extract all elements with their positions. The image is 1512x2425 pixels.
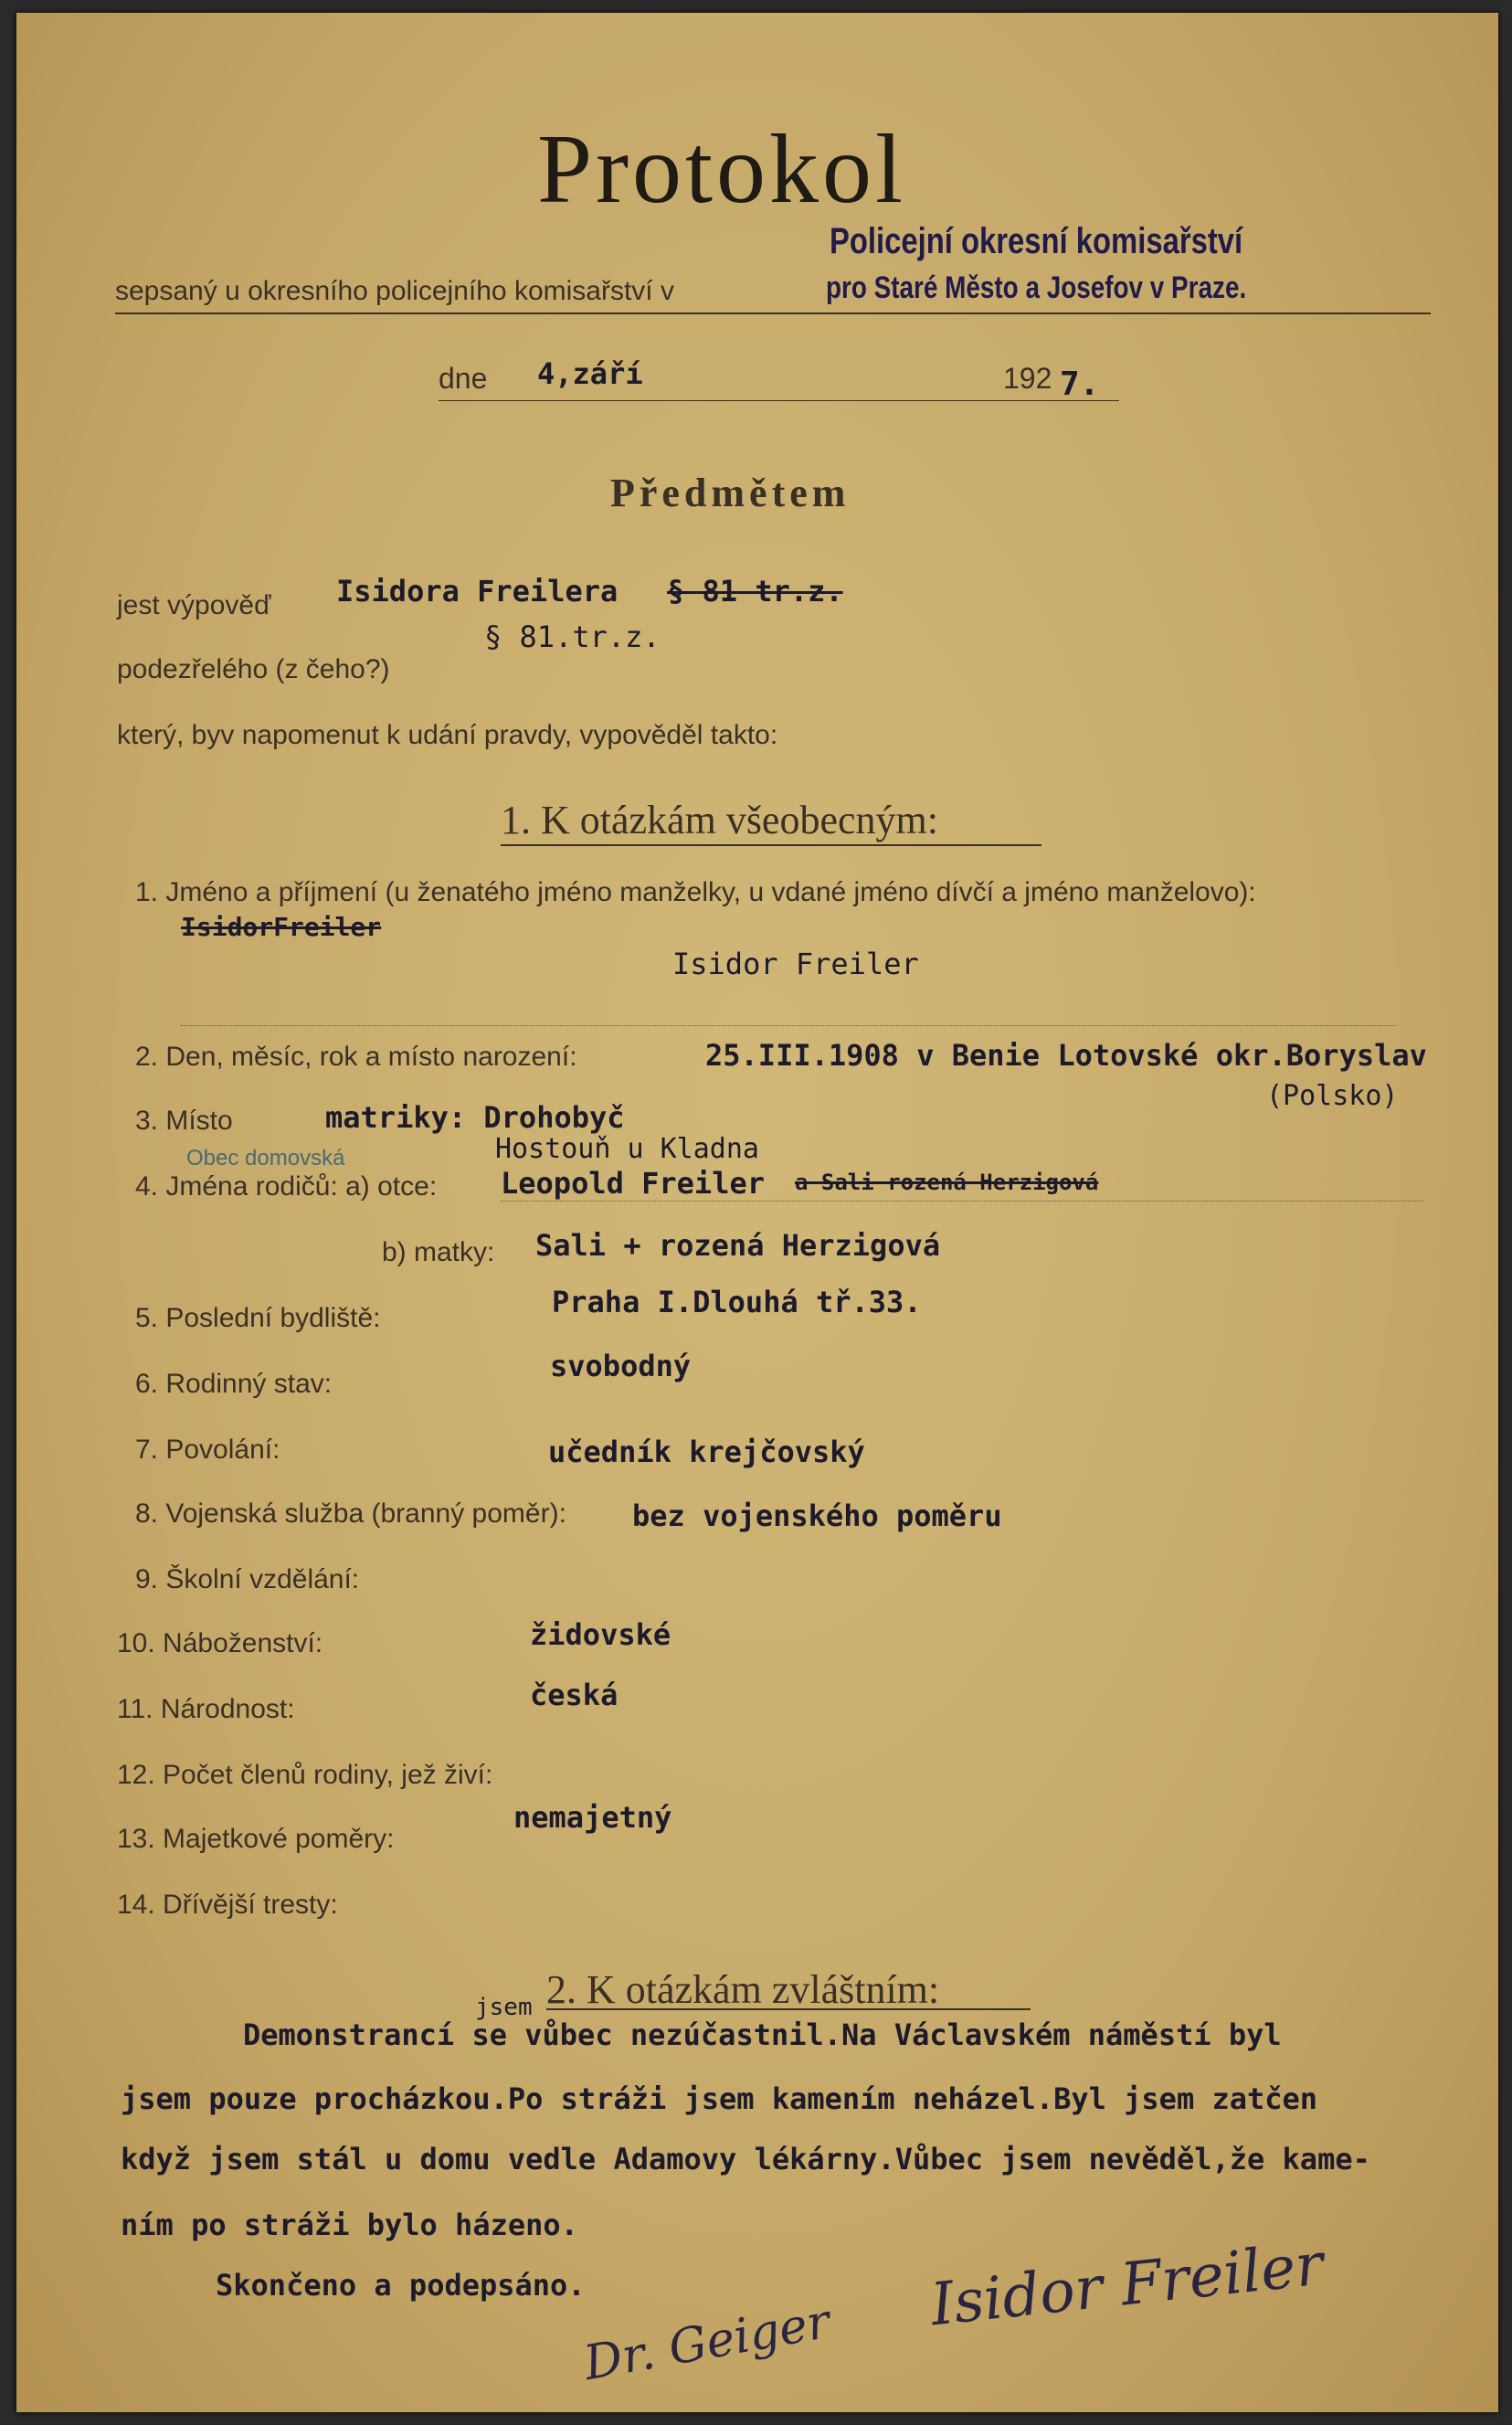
q14-label: 14. Dřívější tresty: bbox=[117, 1890, 338, 1920]
q13-label: 13. Majetkové poměry: bbox=[117, 1824, 395, 1854]
section1-heading: 1. K otázkám všeobecným: bbox=[501, 798, 938, 842]
q3-value: matriky: Drohobyč bbox=[325, 1100, 625, 1135]
suspect-name: Isidora Freilera bbox=[336, 574, 619, 609]
q4-mother-value: Sali + rozená Herzigová bbox=[535, 1228, 941, 1263]
date-year-suffix: 7. bbox=[1060, 365, 1100, 403]
document-sheet bbox=[16, 13, 1498, 2412]
subject-heading: Předmětem bbox=[610, 471, 851, 515]
q6-value: svobodný bbox=[550, 1349, 692, 1383]
q2-label: 2. Den, měsíc, rok a místo narození: bbox=[135, 1042, 577, 1072]
office-stamp-line2: pro Staré Město a Josefov v Praze. bbox=[826, 270, 1247, 305]
header-rule bbox=[115, 312, 1431, 314]
q10-value: židovské bbox=[530, 1617, 671, 1652]
q8-label: 8. Vojenská služba (branný poměr): bbox=[135, 1498, 566, 1529]
q4b-label: b) matky: bbox=[382, 1237, 495, 1267]
section2-insert: jsem bbox=[475, 1994, 533, 2021]
q1-label: 1. Jméno a příjmení (u ženatého jméno manželky, u vdané jméno dívčí a jméno manželovo): bbox=[135, 877, 1256, 907]
q11-label: 11. Národnost: bbox=[117, 1694, 295, 1724]
suspected-label: podezřelého (z čeho?) bbox=[117, 654, 390, 684]
section2-rule bbox=[546, 2008, 1031, 2010]
date-rule bbox=[439, 400, 1119, 401]
q4-father-struck: a Sali rozená Herzigová bbox=[795, 1170, 1099, 1195]
statement-line-4: ním po stráži bylo házeno. bbox=[121, 2208, 578, 2242]
date-value: 4,září bbox=[537, 356, 643, 391]
closing-formula: Skončeno a podepsáno. bbox=[216, 2268, 586, 2303]
office-stamp-line1: Policejní okresní komisařství bbox=[830, 221, 1243, 261]
q2-value-country: (Polsko) bbox=[1266, 1080, 1399, 1112]
q5-value: Praha I.Dlouhá tř.33. bbox=[552, 1285, 922, 1319]
official-signature: Dr. Geiger bbox=[579, 2293, 834, 2392]
accused-signature: Isidor Freiler bbox=[927, 2230, 1327, 2340]
q3-domicile-stamp: Obec domovská bbox=[186, 1146, 345, 1170]
statement-line-2: jsem pouze procházkou.Po stráži jsem kamením neházel.Byl jsem zatčen bbox=[121, 2081, 1318, 2116]
q6-label: 6. Rodinný stav: bbox=[135, 1369, 333, 1399]
statement-line-1: Demonstrancí se vůbec nezúčastnil.Na Václavském náměstí byl bbox=[243, 2017, 1282, 2052]
written-at-label: sepsaný u okresního policejního komisařství v bbox=[115, 276, 674, 306]
document-title: Protokol bbox=[537, 115, 907, 224]
section1-rule bbox=[501, 844, 1041, 846]
date-year-prefix: 192 bbox=[1003, 362, 1052, 395]
section2-heading: 2. K otázkám zvláštním: bbox=[546, 1967, 940, 2012]
paragraph-value: § 81.tr.z. bbox=[484, 619, 661, 654]
q1-struck-value: IsidorFreiler bbox=[181, 912, 382, 942]
q1-value: Isidor Freiler bbox=[672, 947, 919, 981]
q3-label: 3. Místo bbox=[135, 1106, 233, 1136]
q4-label: 4. Jména rodičů: a) otce: bbox=[135, 1171, 438, 1202]
q1-line bbox=[181, 1025, 1396, 1026]
struck-paragraph: § 81 tr.z. bbox=[667, 574, 843, 609]
q10-label: 10. Náboženství: bbox=[117, 1628, 323, 1658]
statement-line-3: když jsem stál u domu vedle Adamovy lékárny.Vůbec jsem nevěděl,že kame- bbox=[121, 2142, 1370, 2176]
q7-value: učedník krejčovský bbox=[548, 1435, 865, 1469]
admonition-sentence: který, byv napomenut k udání pravdy, vypověděl takto: bbox=[117, 720, 778, 750]
q3-value-domicile: Hostouň u Kladna bbox=[495, 1133, 759, 1165]
q13-value: nemajetný bbox=[513, 1800, 672, 1835]
statement-label: jest výpověď bbox=[117, 590, 271, 620]
q8-value: bez vojenského poměru bbox=[632, 1498, 1002, 1533]
q9-label: 9. Školní vzdělání: bbox=[135, 1564, 360, 1594]
q4-father-value: Leopold Freiler bbox=[501, 1166, 765, 1201]
q11-value: česká bbox=[530, 1678, 619, 1712]
q4-line bbox=[501, 1201, 1423, 1202]
q2-value: 25.III.1908 v Benie Lotovské okr.Boryslav bbox=[705, 1038, 1427, 1073]
q7-label: 7. Povolání: bbox=[135, 1435, 280, 1465]
q12-label: 12. Počet členů rodiny, jež živí: bbox=[117, 1760, 493, 1790]
q5-label: 5. Poslední bydliště: bbox=[135, 1303, 381, 1333]
date-label: dne bbox=[439, 362, 488, 395]
